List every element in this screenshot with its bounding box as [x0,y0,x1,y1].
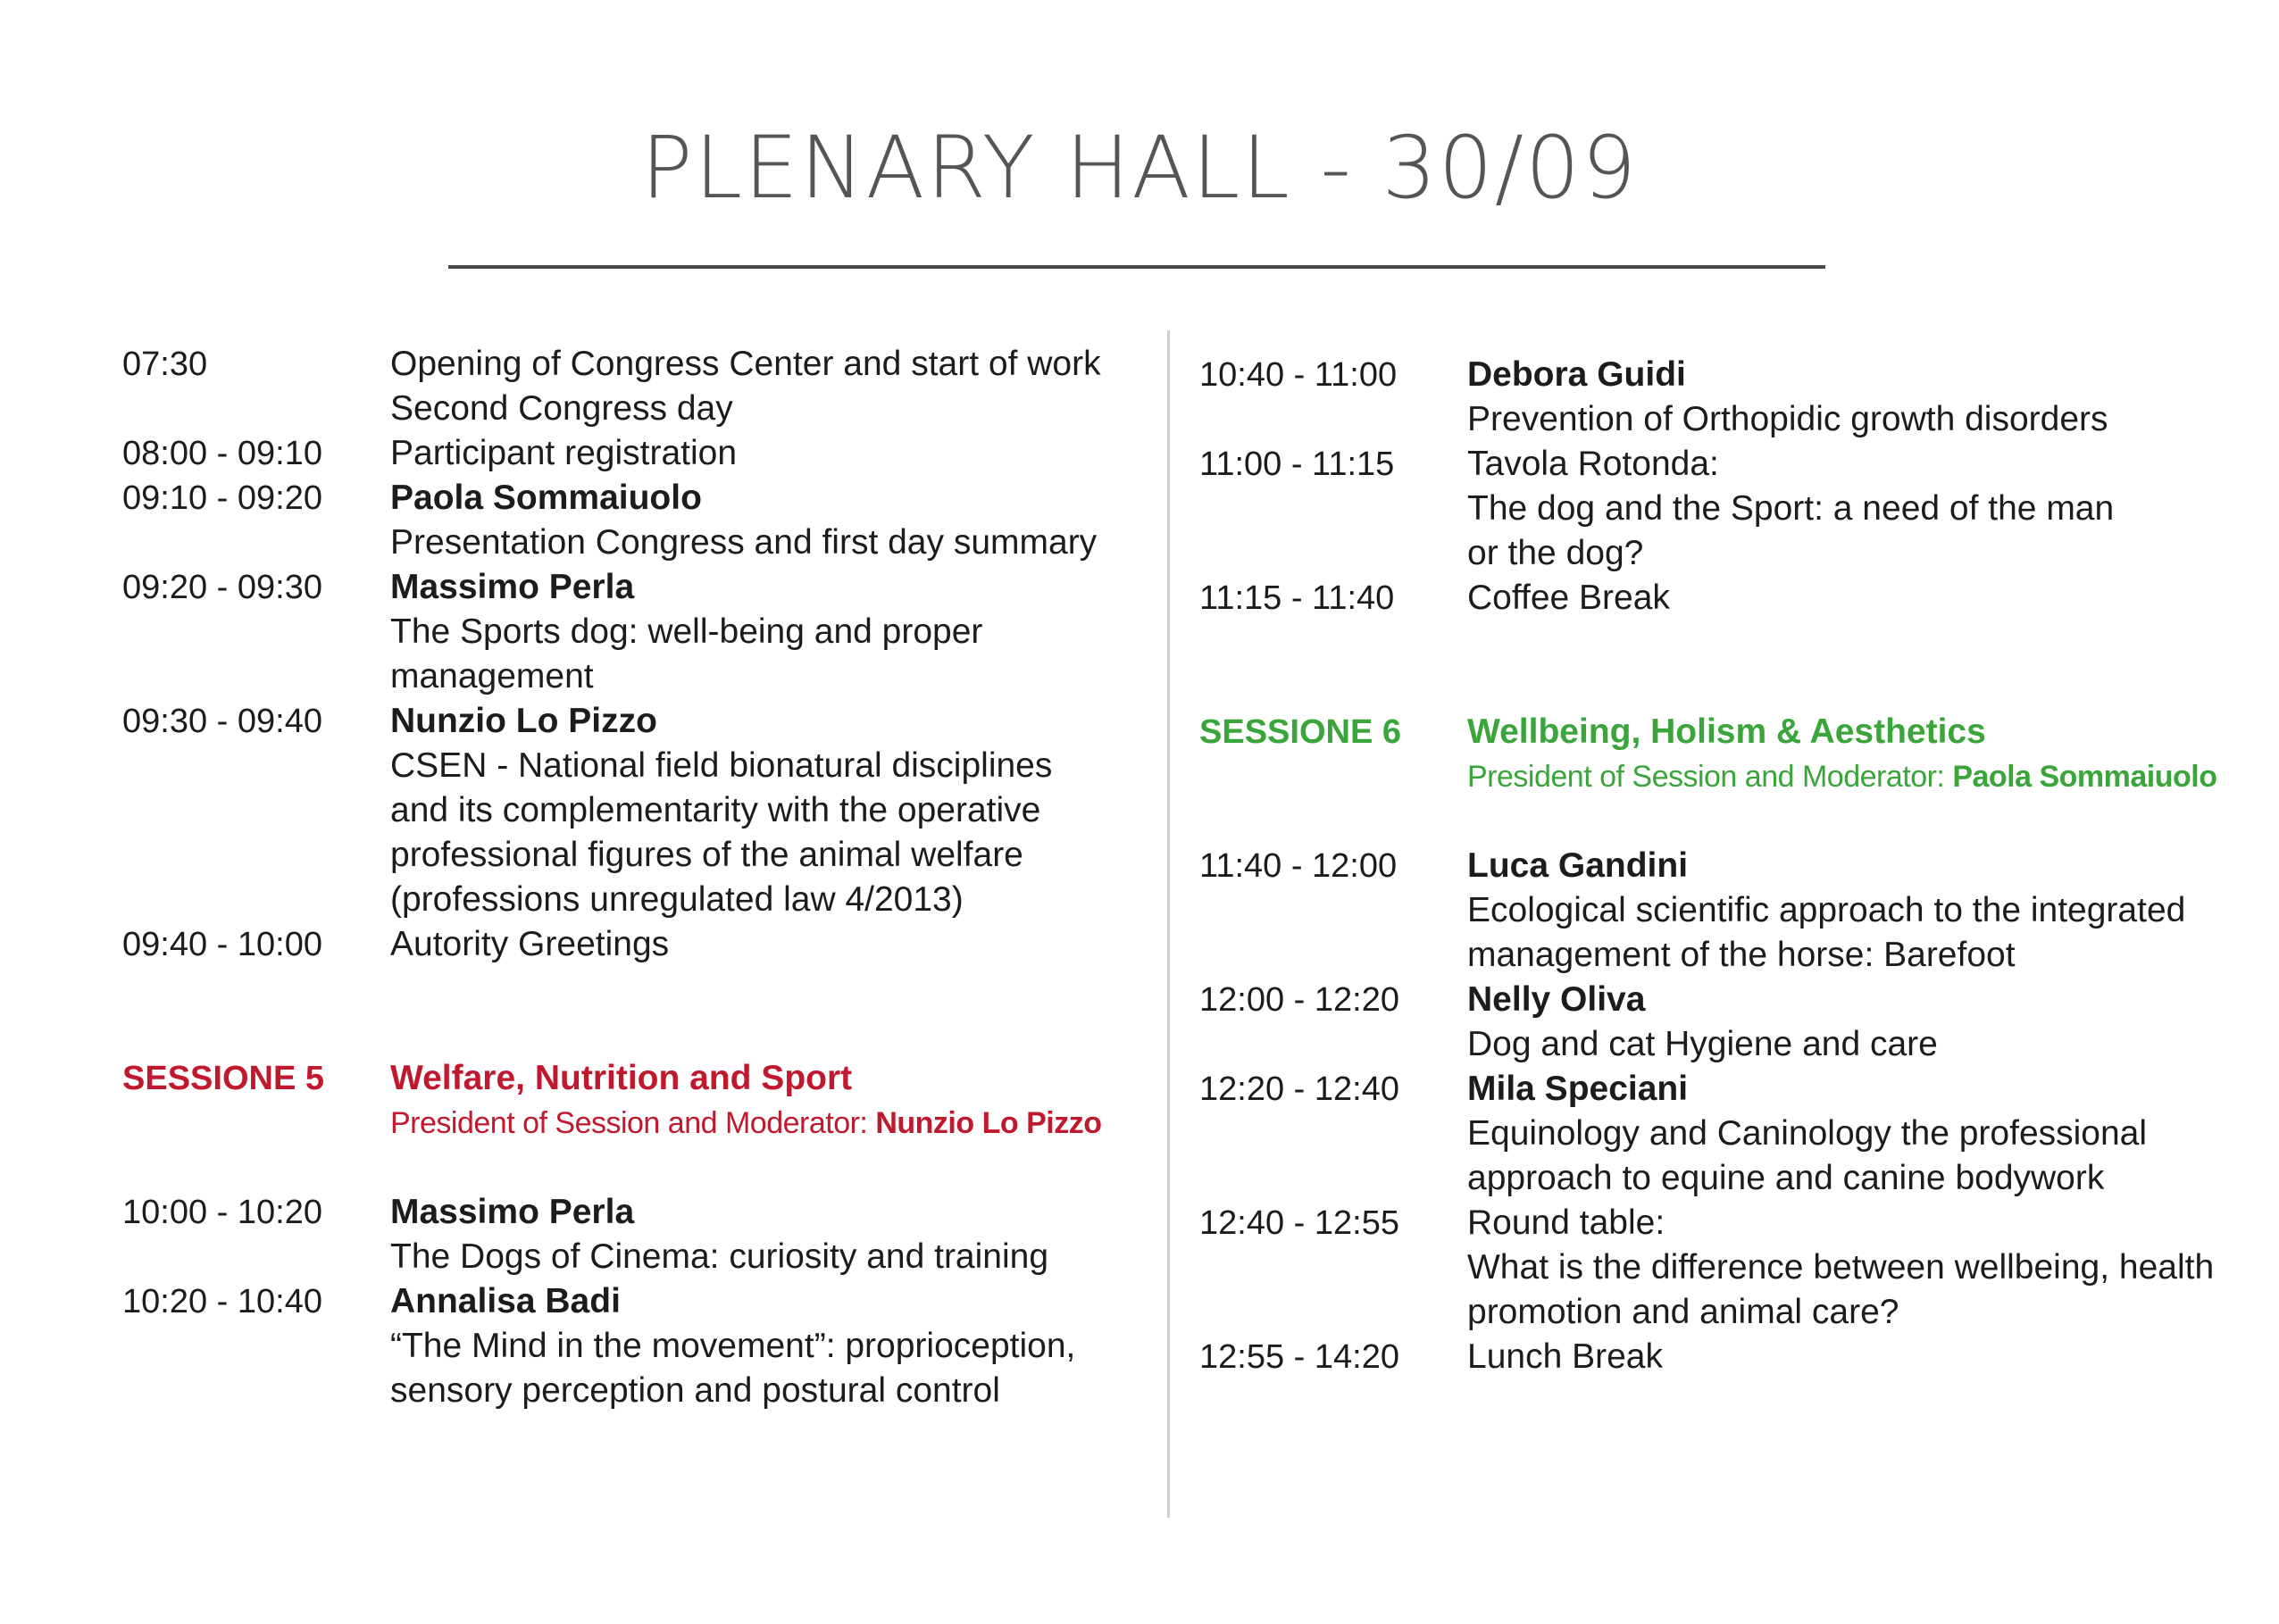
schedule-entry [1199,978,2262,1067]
speaker-name: Massimo Perla [390,568,635,606]
entry-description: Autority Greetings [390,925,670,963]
schedule-entry [122,1190,1149,1279]
entry-description: approach to equine and canine bodywork [1467,1159,2105,1197]
entry-description: management [390,657,594,695]
entry-time: 09:20 - 09:30 [122,569,322,606]
entry-description: and its complementarity with the operative [390,791,1041,829]
schedule-entry [122,1279,1149,1413]
schedule-entry [1199,1335,2262,1379]
entry-description: Opening of Congress Center and start of work [390,345,1101,383]
entry-time: 11:15 - 11:40 [1199,579,1395,617]
entry-time: 09:10 - 09:20 [122,479,322,517]
moderator-prefix: President of Session and Moderator: [390,1106,868,1140]
session-label: SESSIONE 6 [1199,713,1401,751]
entry-description: Second Congress day [390,389,733,428]
speaker-name: Annalisa Badi [390,1282,621,1320]
schedule-entry [122,342,1149,431]
schedule-entry [1199,442,2262,576]
speaker-name: Massimo Perla [390,1193,635,1231]
entry-description: Equinology and Caninology the professional [1467,1114,2148,1153]
moderator-prefix: President of Session and Moderator: [1467,760,1945,794]
speaker-name: Nelly Oliva [1467,980,1646,1019]
entry-time: 11:40 - 12:00 [1199,847,1398,885]
entry-time: 09:30 - 09:40 [122,703,322,740]
entry-description: Tavola Rotonda: [1467,445,1719,483]
entry-description: Round table: [1467,1203,1665,1242]
entry-description: or the dog? [1467,534,1644,572]
schedule-entry [1199,353,2262,442]
column-divider [1167,330,1170,1518]
entry-time: 10:00 - 10:20 [122,1194,322,1231]
schedule-right-column [1199,353,2262,1379]
entry-description: Dog and cat Hygiene and care [1467,1025,1938,1063]
entry-description: Participant registration [390,434,738,472]
entry-time: 12:00 - 12:20 [1199,981,1399,1019]
moderator-name: Nunzio Lo Pizzo [875,1106,1102,1140]
entry-time: 12:55 - 14:20 [1199,1338,1399,1376]
entry-description: Ecological scientific approach to the integrated [1467,891,2186,929]
entry-description: (professions unregulated law 4/2013) [390,880,964,919]
title-divider [448,265,1825,269]
speaker-name: Nunzio Lo Pizzo [390,702,657,740]
entry-description: management of the horse: Barefoot [1467,936,2016,974]
schedule-entry [122,565,1149,699]
entry-description: The Dogs of Cinema: curiosity and training [390,1237,1049,1276]
entry-description: What is the difference between wellbeing, health [1467,1248,2215,1287]
entry-time: 10:20 - 10:40 [122,1283,322,1320]
schedule-entry [122,699,1149,922]
schedule-entry [1199,1067,2262,1201]
entry-description: Prevention of Orthopidic growth disorders [1467,400,2108,438]
entry-description: promotion and animal care? [1467,1293,1899,1331]
entry-time: 10:40 - 11:00 [1199,356,1398,394]
entry-description: professional figures of the animal welfare [390,836,1023,874]
session-title: Welfare, Nutrition and Sport [390,1059,853,1097]
schedule-entry [122,476,1149,565]
speaker-name: Paola Sommaiuolo [390,479,702,517]
entry-description: The Sports dog: well-being and proper [390,612,983,651]
entry-description: CSEN - National field bionatural disciplines [390,746,1053,785]
schedule-entry [1199,576,2262,620]
session-moderator [1467,754,2262,799]
page-title: PLENARY HALL - 30/09 [640,118,1639,218]
entry-time: 12:40 - 12:55 [1199,1204,1399,1242]
session-header [122,1056,1149,1145]
schedule-entry [1199,1201,2262,1335]
schedule-entry [122,431,1149,476]
speaker-name: Debora Guidi [1467,355,1686,394]
schedule-left-column [122,342,1149,1413]
entry-description: “The Mind in the movement”: proprioception, [390,1327,1076,1365]
entry-description: sensory perception and postural control [390,1371,1000,1410]
entry-time: 11:00 - 11:15 [1199,446,1395,483]
entry-time: 09:40 - 10:00 [122,926,322,963]
speaker-name: Mila Speciani [1467,1070,1689,1108]
session-label: SESSIONE 5 [122,1060,324,1097]
entry-description: Coffee Break [1467,579,1670,617]
moderator-name: Paola Sommaiuolo [1952,760,2217,794]
session-title: Wellbeing, Holism & Aesthetics [1467,712,1986,751]
entry-description: Lunch Break [1467,1337,1663,1376]
session-moderator [390,1101,1149,1145]
entry-time: 12:20 - 12:40 [1199,1070,1399,1108]
entry-time: 07:30 [122,346,208,383]
entry-description: The dog and the Sport: a need of the man [1467,489,2115,528]
entry-time: 08:00 - 09:10 [122,435,322,472]
schedule-entry [122,922,1149,967]
schedule-entry [1199,844,2262,978]
session-header [1199,710,2262,799]
entry-description: Presentation Congress and first day summary [390,523,1098,562]
speaker-name: Luca Gandini [1467,846,1689,885]
